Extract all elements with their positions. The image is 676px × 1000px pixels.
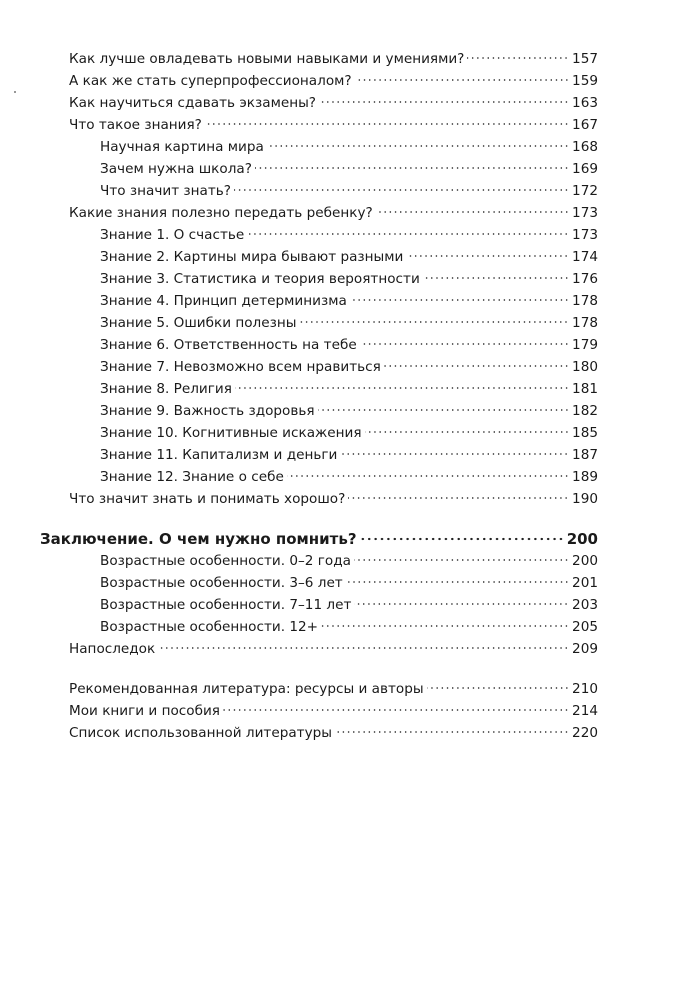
- dot-leader: [376, 210, 569, 214]
- dot-leader: [346, 580, 569, 584]
- toc-entry-title: А как же стать суперпрофессионалом?: [69, 73, 352, 89]
- toc-entry-page: 209: [572, 641, 598, 657]
- toc-entry-page: 201: [572, 575, 598, 591]
- toc-entry-page: 205: [572, 619, 598, 635]
- toc-entry-page: 210: [572, 681, 598, 697]
- dot-leader: [350, 298, 569, 302]
- toc-entry-page: 163: [572, 95, 598, 111]
- dot-leader: [365, 430, 570, 434]
- dot-leader: [319, 100, 569, 104]
- toc-entry-page: 174: [572, 249, 598, 265]
- toc-entry-title: Знание 2. Картины мира бывают разными: [100, 249, 404, 265]
- toc-entry-page: 173: [572, 205, 598, 221]
- toc-entry-page: 182: [572, 403, 598, 419]
- toc-entry-title: Что значит знать?: [100, 183, 232, 199]
- dot-leader: [360, 537, 564, 541]
- dot-leader: [427, 686, 569, 690]
- toc-entry-page: 203: [572, 597, 598, 613]
- toc-entry-title: Возрастные особенности. 7–11 лет: [100, 597, 352, 613]
- toc-entry: [69, 116, 598, 134]
- toc-entry: [69, 724, 598, 742]
- toc-entry-page: 185: [572, 425, 598, 441]
- toc-entry-title: Как научиться сдавать экзамены?: [69, 95, 317, 111]
- dot-leader: [255, 166, 569, 170]
- toc-entry-title: Знание 11. Капитализм и деньги: [100, 447, 338, 463]
- dot-leader: [348, 496, 569, 500]
- dot-leader: [335, 730, 569, 734]
- dot-leader: [267, 144, 569, 148]
- dot-leader: [223, 708, 569, 712]
- toc-entry-page: 176: [572, 271, 598, 287]
- toc-entry: [69, 72, 598, 90]
- toc-entry-title: Зачем нужна школа?: [100, 161, 252, 177]
- toc-entry: [69, 204, 598, 222]
- dot-leader: [234, 188, 569, 192]
- toc-subentry: [100, 138, 598, 156]
- toc-entry-page: 172: [572, 183, 598, 199]
- toc-entry-page: 187: [572, 447, 598, 463]
- toc-entry-page: 179: [572, 337, 598, 353]
- dot-leader: [423, 276, 569, 280]
- dot-leader: [467, 56, 569, 60]
- toc-entry-title: Рекомендованная литература: ресурсы и авторы: [69, 681, 424, 697]
- toc-entry: [69, 94, 598, 112]
- toc-entry-page: 181: [572, 381, 598, 397]
- toc-entry-title: Какие знания полезно передать ребенку?: [69, 205, 373, 221]
- toc-subentry: [100, 226, 598, 244]
- toc-entry: [69, 680, 598, 698]
- dot-leader: [247, 232, 569, 236]
- toc-subentry: [100, 402, 598, 420]
- toc-entry-title: Мои книги и пособия: [69, 703, 220, 719]
- toc-entry-page: 180: [572, 359, 598, 375]
- toc-entry-page: 159: [572, 73, 598, 89]
- toc-chapter-page: 200: [566, 530, 598, 548]
- toc-entry-title: Что такое знания?: [69, 117, 202, 133]
- dot-leader: [354, 602, 569, 606]
- toc-entry-title: Знание 8. Религия: [100, 381, 232, 397]
- toc-entry: [69, 702, 598, 720]
- dot-leader: [299, 320, 569, 324]
- toc-entry-page: 220: [572, 725, 598, 741]
- toc-entry: [69, 640, 598, 658]
- toc-entry-page: 178: [572, 293, 598, 309]
- toc-subentry: [100, 160, 598, 178]
- dot-leader: [360, 342, 569, 346]
- dot-leader: [321, 624, 569, 628]
- dot-leader: [355, 78, 569, 82]
- toc-subentry: [100, 618, 598, 636]
- toc-entry-title: Знание 1. О счастье: [100, 227, 245, 243]
- toc-subentry: [100, 248, 598, 266]
- toc-entry-title: Знание 10. Когнитивные искажения: [100, 425, 362, 441]
- toc-subentry: [100, 270, 598, 288]
- toc-subentry: [100, 552, 598, 570]
- toc-entry-title: Научная картина мира: [100, 139, 264, 155]
- toc-entry-page: 167: [572, 117, 598, 133]
- toc-entry-page: 169: [572, 161, 598, 177]
- toc-entry-page: 200: [572, 553, 598, 569]
- toc-subentry: [100, 446, 598, 464]
- toc-entry-title: Знание 12. Знание о себе: [100, 469, 284, 485]
- toc-chapter: [40, 530, 598, 548]
- toc-entry-title: Напоследок: [69, 641, 156, 657]
- toc-subentry: [100, 358, 598, 376]
- toc-subentry: [100, 182, 598, 200]
- toc-entry-title: Возрастные особенности. 3–6 лет: [100, 575, 343, 591]
- toc-entry: [69, 490, 598, 508]
- toc-subentry: [100, 314, 598, 332]
- toc-entry-page: 214: [572, 703, 598, 719]
- dot-leader: [384, 364, 569, 368]
- toc-entry-title: Знание 4. Принцип детерминизма: [100, 293, 347, 309]
- stray-mark: [14, 91, 16, 93]
- toc-entry-title: Список использованной литературы: [69, 725, 332, 741]
- toc-subentry: [100, 574, 598, 592]
- toc-entry-title: Знание 3. Статистика и теория вероятности: [100, 271, 420, 287]
- toc-entry-title: Возрастные особенности. 12+: [100, 619, 319, 635]
- dot-leader: [406, 254, 569, 258]
- toc-entry-title: Как лучше овладевать новыми навыками и умениями?: [69, 51, 465, 67]
- toc-subentry: [100, 468, 598, 486]
- dot-leader: [354, 558, 569, 562]
- toc-entry-title: Знание 5. Ошибки полезны: [100, 315, 297, 331]
- toc-entry-page: 157: [572, 51, 598, 67]
- toc-entry: [69, 50, 598, 68]
- toc-subentry: [100, 380, 598, 398]
- dot-leader: [318, 408, 569, 412]
- dot-leader: [205, 122, 569, 126]
- toc-entry-page: 189: [572, 469, 598, 485]
- dot-leader: [235, 386, 569, 390]
- dot-leader: [158, 646, 569, 650]
- toc-subentry: [100, 596, 598, 614]
- dot-leader: [287, 474, 569, 478]
- toc-entry-page: 173: [572, 227, 598, 243]
- toc-entry-title: Возрастные особенности. 0–2 года: [100, 553, 351, 569]
- dot-leader: [340, 452, 569, 456]
- toc-subentry: [100, 292, 598, 310]
- toc-entry-title: Знание 7. Невозможно всем нравиться: [100, 359, 381, 375]
- toc-entry-title: Знание 6. Ответственность на тебе: [100, 337, 357, 353]
- toc-subentry: [100, 336, 598, 354]
- toc-entry-page: 190: [572, 491, 598, 507]
- toc-entry-title: Что значит знать и понимать хорошо?: [69, 491, 346, 507]
- toc-chapter-title: Заключение. О чем нужно помнить?: [40, 530, 357, 548]
- toc-entry-page: 178: [572, 315, 598, 331]
- toc-entry-title: Знание 9. Важность здоровья: [100, 403, 315, 419]
- toc-subentry: [100, 424, 598, 442]
- toc-entry-page: 168: [572, 139, 598, 155]
